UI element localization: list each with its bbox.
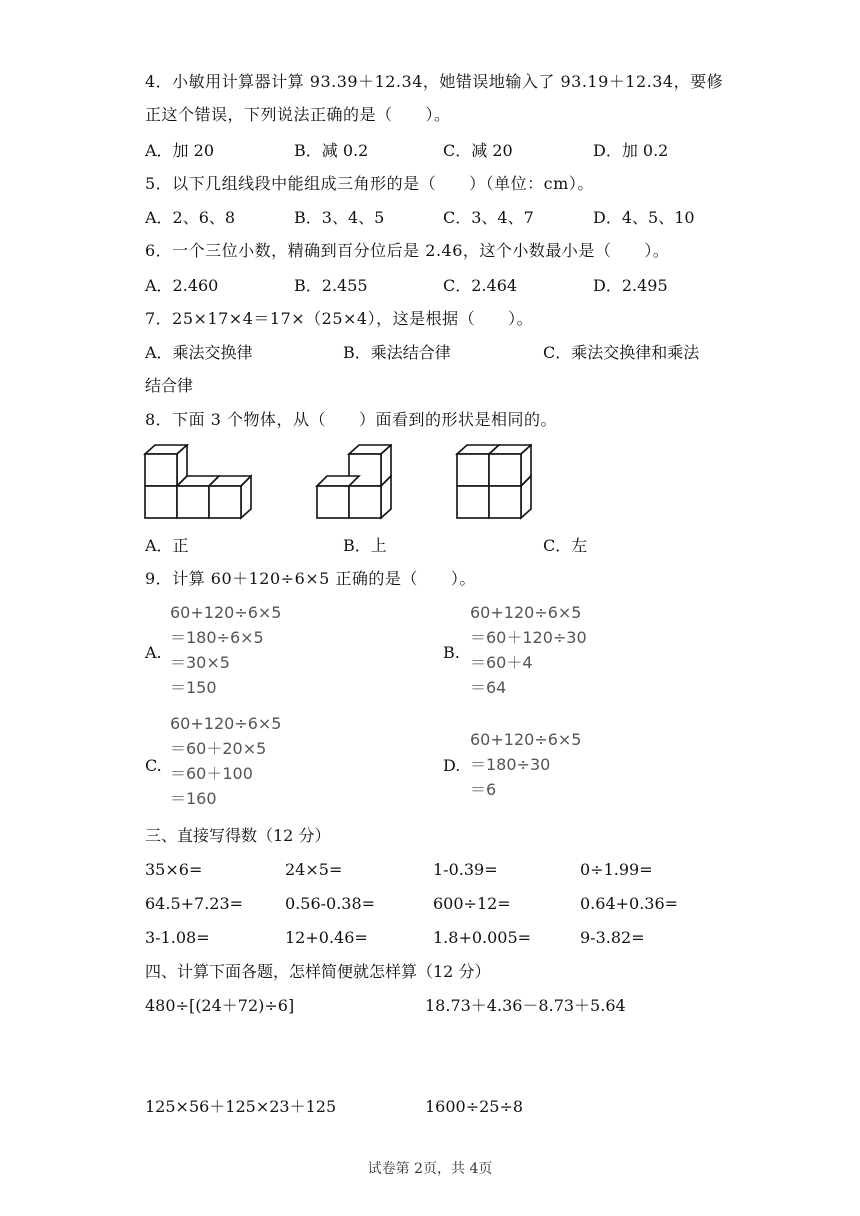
q9-a-step: ＝180÷6×5	[170, 628, 264, 647]
q9-b-step: 60+120÷6×5	[470, 603, 582, 622]
q4-option-a: A．加 20	[145, 141, 215, 160]
mental-math-item: 12+0.46=	[285, 928, 368, 947]
q9-c-step: ＝60＋100	[170, 764, 253, 783]
q4-option-b: B．减 0.2	[294, 141, 369, 160]
q7-option-a: A．乘法交换律	[145, 343, 253, 362]
q9-b-step: ＝60＋120÷30	[470, 628, 587, 647]
q8-option-a: A．正	[145, 536, 189, 555]
q5-option-d: D．4、5、10	[593, 208, 695, 227]
q9-a-step: 60+120÷6×5	[170, 603, 282, 622]
q4-option-c: C．减 20	[443, 141, 513, 160]
mental-math-item: 0.56-0.38=	[285, 894, 376, 913]
q6-option-c: C．2.464	[443, 276, 518, 295]
mental-math-item: 600÷12=	[433, 894, 511, 913]
q9-calc-b	[470, 600, 587, 700]
q9-label-b: B.	[443, 643, 460, 662]
section3-title: 三、直接写得数（12 分）	[145, 826, 331, 845]
q9-c-step: ＝160	[170, 789, 217, 808]
object-b-figure	[312, 444, 392, 524]
q5-option-a: A．2、6、8	[145, 208, 236, 227]
calc-problem: 18.73＋4.36－8.73＋5.64	[425, 996, 626, 1015]
q9-label-d: D.	[443, 756, 461, 775]
mental-math-item: 1-0.39=	[433, 860, 498, 879]
q6-text: 6．一个三位小数，精确到百分位后是 2.46，这个小数最小是（ ）。	[145, 241, 670, 260]
q7-option-c: C．乘法交换律和乘法	[543, 343, 700, 362]
q5-option-b: B．3、4、5	[294, 208, 385, 227]
q9-d-step: ＝180÷30	[470, 755, 551, 774]
q9-a-step: ＝150	[170, 678, 217, 697]
q8-text: 8．下面 3 个物体，从（ ）面看到的形状是相同的。	[145, 410, 558, 429]
q9-d-step: 60+120÷6×5	[470, 730, 582, 749]
q9-calc-c	[170, 711, 281, 811]
q9-d-step: ＝6	[470, 780, 497, 799]
q4-option-d: D．加 0.2	[593, 141, 669, 160]
q4-line2: 正这个错误，下列说法正确的是（ ）。	[145, 105, 451, 124]
q9-c-step: 60+120÷6×5	[170, 714, 282, 733]
object-c-figure	[452, 444, 532, 524]
mental-math-item: 9-3.82=	[580, 928, 645, 947]
q9-label-c: C.	[145, 756, 162, 775]
mental-math-item: 1.8+0.005=	[433, 928, 532, 947]
q9-b-step: ＝64	[470, 678, 507, 697]
mental-math-item: 35×6=	[145, 860, 203, 879]
q8-option-b: B．上	[343, 536, 387, 555]
q6-option-b: B．2.455	[294, 276, 368, 295]
q9-calc-d	[470, 727, 581, 802]
object-a-figure	[140, 444, 252, 524]
calc-problem: 480÷[(24＋72)÷6]	[145, 996, 295, 1015]
mental-math-item: 64.5+7.23=	[145, 894, 244, 913]
q9-text: 9．计算 60＋120÷6×5 正确的是（ ）。	[145, 569, 476, 588]
mental-math-item: 0÷1.99=	[580, 860, 653, 879]
q7-option-b: B．乘法结合律	[343, 343, 451, 362]
mental-math-item: 3-1.08=	[145, 928, 210, 947]
q7-text: 7．25×17×4＝17×（25×4），这是根据（ ）。	[145, 309, 534, 328]
calc-problem: 1600÷25÷8	[425, 1097, 524, 1116]
q9-b-step: ＝60＋4	[470, 653, 533, 672]
q9-c-step: ＝60＋20×5	[170, 739, 267, 758]
q6-option-d: D．2.495	[593, 276, 668, 295]
page-footer: 试卷第 2页，共 4页	[367, 1161, 493, 1177]
q9-calc-a	[170, 600, 281, 700]
q8-option-c: C．左	[543, 536, 588, 555]
q4-line1: 4．小敏用计算器计算 93.39＋12.34，她错误地输入了 93.19＋12.34，要修	[145, 72, 724, 91]
mental-math-item: 0.64+0.36=	[580, 894, 679, 913]
mental-math-item: 24×5=	[285, 860, 343, 879]
q9-label-a: A.	[145, 643, 162, 662]
q5-text: 5．以下几组线段中能组成三角形的是（ ）（单位：cm）。	[145, 174, 594, 193]
q6-option-a: A．2.460	[145, 276, 219, 295]
q5-option-c: C．3、4、7	[443, 208, 534, 227]
section4-title: 四、计算下面各题，怎样简便就怎样算（12 分）	[145, 962, 491, 981]
calc-problem: 125×56＋125×23＋125	[145, 1097, 337, 1116]
q9-a-step: ＝30×5	[170, 653, 230, 672]
q7-option-c-wrap: 结合律	[145, 376, 194, 395]
